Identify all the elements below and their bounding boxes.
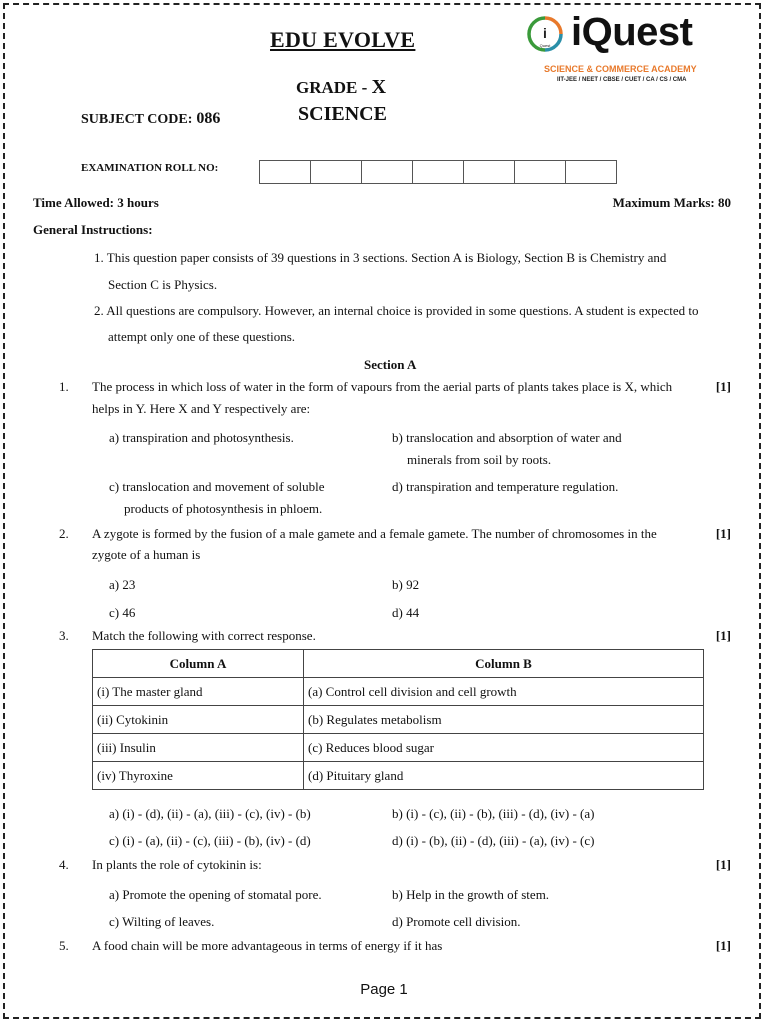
question-text: zygote of a human is [92,547,201,562]
question-text: helps in Y. Here X and Y respectively are: [92,401,311,416]
question-number: 1. [59,379,69,394]
option-a: a) 23 [109,577,136,592]
table-row [93,734,704,762]
question-marks: [1] [715,628,731,643]
logo-courses: IIT-JEE / NEET / CBSE / CUET / CA / CS / CMA [557,77,687,83]
option-b: b) 92 [392,577,420,592]
option-c: c) 46 [109,605,136,620]
school-title: EDU EVOLVE [270,27,416,52]
maximum-marks: Maximum Marks: 80 [612,195,731,210]
question-number: 4. [59,857,69,872]
option-c: c) (i) - (a), (ii) - (c), (iii) - (b), (iv) - (d) [109,833,311,848]
roll-box[interactable] [413,161,464,183]
question-text: A zygote is formed by the fusion of a male gamete and a female gamete. The number of chromosomes in the [92,526,657,541]
question-text: A food chain will be more advantageous in terms of energy if it has [92,938,443,953]
question-text: Match the following with correct response. [92,628,316,643]
question-marks: [1] [715,857,731,872]
table-cell: (iv) Thyroxine [93,762,304,790]
column-header: Column A [93,650,304,678]
table-header-row [93,650,704,678]
option-b: b) (i) - (c), (ii) - (b), (iii) - (d), (iv) - (a) [392,806,595,821]
option-d: d) Promote cell division. [392,914,521,929]
subject-code [81,110,220,128]
iquest-logo [527,10,747,94]
option-a: a) Promote the opening of stomatal pore. [109,887,322,902]
table-row [93,762,704,790]
roll-number-boxes[interactable] [259,160,617,184]
page-number: Page 1 [360,981,408,998]
instruction-line: 1. This question paper consists of 39 questions in 3 sections. Section A is Biology, Section B is Chemistry and [94,250,667,265]
roll-number-label: EXAMINATION ROLL NO: [81,162,219,174]
roll-box[interactable] [566,161,616,183]
option-b: b) Help in the growth of stem. [392,887,550,902]
time-allowed: Time Allowed: 3 hours [33,195,159,210]
section-heading: Section A [364,357,417,372]
table-cell: (ii) Cytokinin [93,706,304,734]
logo-tagline: SCIENCE & COMMERCE ACADEMY [544,64,697,74]
instruction-line: attempt only one of these questions. [108,329,296,344]
instruction-line: Section C is Physics. [108,277,218,292]
table-cell: (c) Reduces blood sugar [304,734,704,762]
option-d: d) (i) - (b), (ii) - (d), (iii) - (a), (iv) - (c) [392,833,595,848]
roll-box[interactable] [515,161,566,183]
option-b-cont: minerals from soil by roots. [407,452,552,467]
table-row [93,706,704,734]
question-marks: [1] [715,526,731,541]
subject-code-label: SUBJECT CODE: [81,112,193,127]
option-d: d) 44 [392,605,420,620]
roll-box[interactable] [362,161,413,183]
table-cell: (i) The master gland [93,678,304,706]
option-b: b) translocation and absorption of water and [392,430,622,445]
table-cell: (b) Regulates metabolism [304,706,704,734]
question-marks: [1] [715,379,731,394]
logo-name: iQuest [571,10,693,54]
table-cell: (iii) Insulin [93,734,304,762]
roll-box[interactable] [464,161,515,183]
match-table [92,649,704,790]
question-marks: [1] [715,938,731,953]
logo-letter: i [543,25,547,41]
grade-label-text: GRADE - [296,78,368,97]
option-a: a) transpiration and photosynthesis. [109,430,294,445]
grade-value: X [371,76,387,98]
table-cell: (d) Pituitary gland [304,762,704,790]
table-cell: (a) Control cell division and cell growth [304,678,704,706]
logo-emblem-icon [527,16,563,52]
subject-code-value: 086 [196,110,221,127]
question-number: 5. [59,938,69,953]
grade-label [296,76,386,99]
option-a: a) (i) - (d), (ii) - (a), (iii) - (c), (iv) - (b) [109,806,311,821]
instruction-line: 2. All questions are compulsory. However, an internal choice is provided in some questions. A student is expected to [94,303,699,318]
roll-box[interactable] [260,161,311,183]
option-c: c) Wilting of leaves. [109,914,215,929]
subject-title: SCIENCE [298,103,387,125]
option-d: d) transpiration and temperature regulation. [392,479,619,494]
roll-box[interactable] [311,161,362,183]
table-row [93,678,704,706]
column-header: Column B [304,650,704,678]
instructions-heading: General Instructions: [33,222,153,237]
option-c-cont: products of photosynthesis in phloem. [124,501,323,516]
option-c: c) translocation and movement of soluble [109,479,325,494]
logo-mini-text: Quest [539,43,551,48]
question-number: 3. [59,628,69,643]
question-number: 2. [59,526,69,541]
question-text: In plants the role of cytokinin is: [92,857,262,872]
question-text: The process in which loss of water in the form of vapours from the aerial parts of plants takes place is X, which [92,379,673,394]
